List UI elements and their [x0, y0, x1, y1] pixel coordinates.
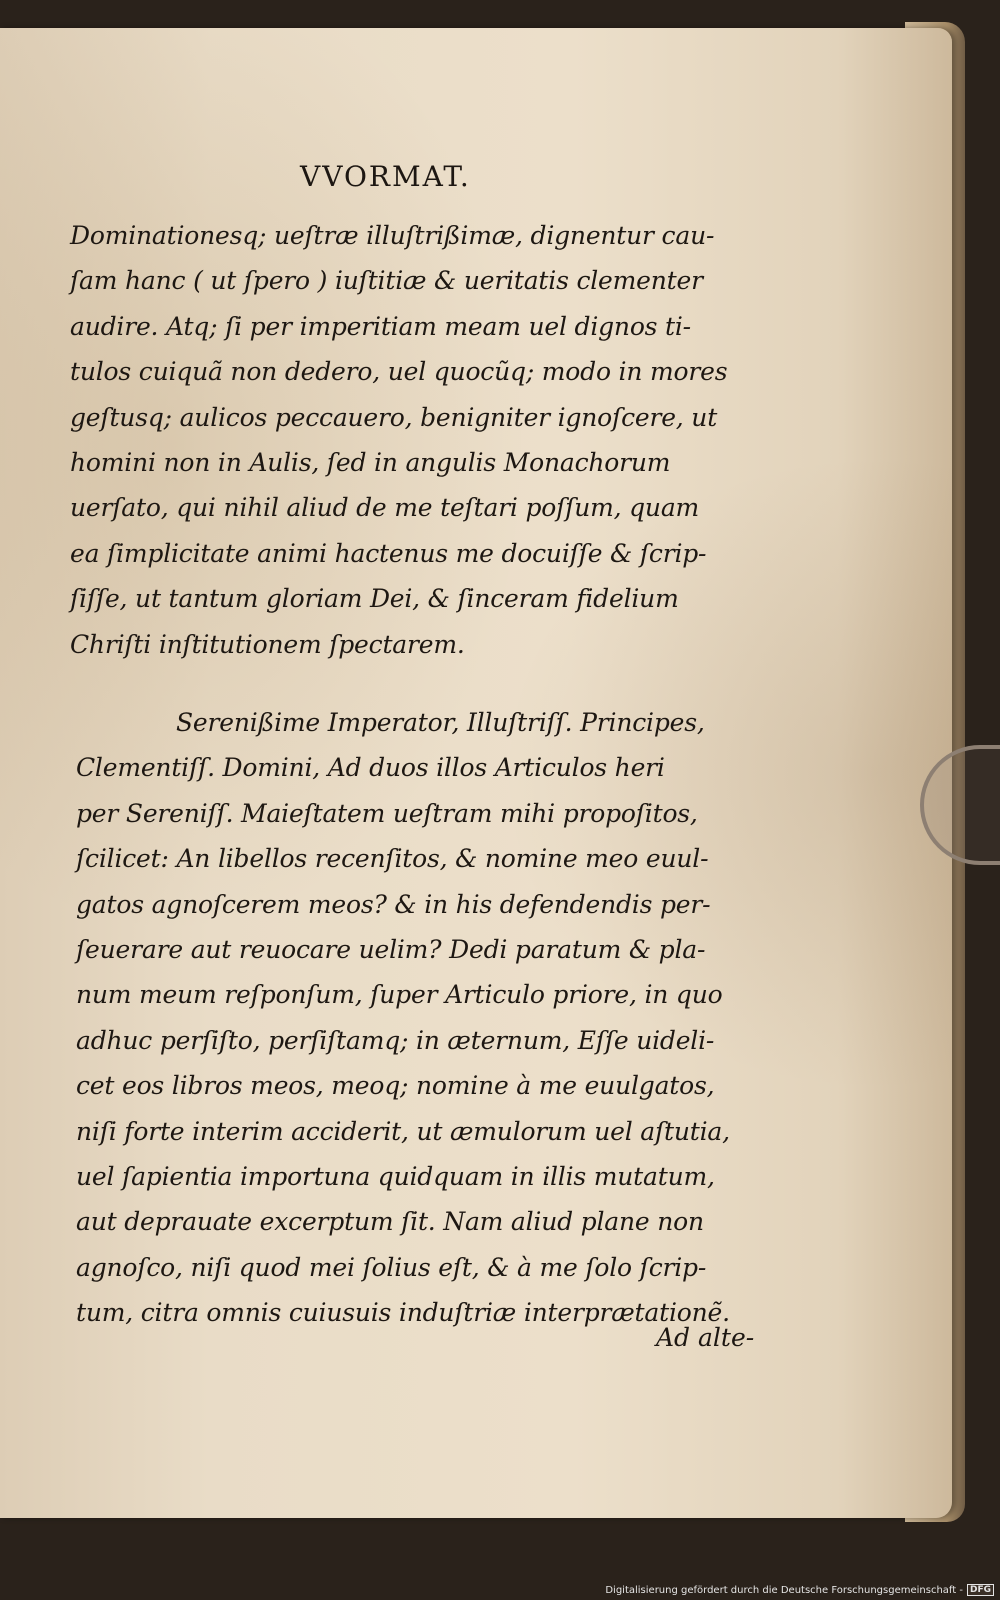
digitization-credit	[605, 1584, 994, 1596]
text-line: agnoſco, niſi quod mei ſolius eſt, & à me ſolo ſcrip-	[76, 1252, 707, 1282]
catchword: Ad alte-	[656, 1323, 755, 1352]
paragraph-2	[76, 700, 796, 1336]
running-head: VVORMAT.	[300, 160, 471, 193]
text-line: ſeuerare aut reuocare uelim? Dedi paratum & pla-	[76, 935, 706, 965]
text-line: Serenißime Imperator, Illuſtriſſ. Principes,	[176, 708, 705, 737]
text-line: Clementiſſ. Domini, Ad duos illos Articulos heri	[76, 753, 665, 783]
text-line: audire. Atq; ſi per imperitiam meam uel dignos ti-	[70, 311, 691, 341]
text-line: ea ſimplicitate animi hactenus me docuiſſe & ſcrip-	[70, 538, 707, 568]
paragraph-1	[70, 213, 790, 667]
text-line: Dominationesq; ueſtræ illuſtrißimæ, dignentur cau-	[70, 221, 715, 250]
dfg-logo-icon: DFG	[967, 1584, 994, 1596]
text-line: geſtusq; aulicos peccauero, benigniter ignoſcere, ut	[70, 402, 718, 432]
text-line: aut deprauate excerptum ſit. Nam aliud plane non	[76, 1207, 704, 1237]
text-line: adhuc perſiſto, perſiſtamq; in æternum, Eſſe uideli-	[76, 1025, 715, 1055]
text-line: ſiſſe, ut tantum gloriam Dei, & ſinceram fidelium	[70, 584, 679, 614]
book-page	[0, 28, 952, 1518]
text-line: ſam hanc ( ut ſpero ) iuſtitiæ & ueritatis clementer	[70, 266, 703, 296]
text-line: niſi forte interim acciderit, ut æmulorum uel aſtutia,	[76, 1116, 730, 1146]
text-line: homini non in Aulis, ſed in angulis Monachorum	[70, 448, 671, 478]
text-line: cet eos libros meos, meoq; nomine à me euulgatos,	[76, 1071, 715, 1101]
text-line: uel ſapientia importuna quidquam in illis mutatum,	[76, 1162, 715, 1192]
text-line: per Sereniſſ. Maieſtatem ueſtram mihi propoſitos,	[76, 798, 698, 828]
text-line: tum, citra omnis cuiusuis induſtriæ interprætationẽ.	[76, 1298, 730, 1328]
text-line: tulos cuiquã non dedero, uel quocũq; modo in mores	[70, 357, 728, 387]
text-line: uerſato, qui nihil aliud de me teſtari poſſum, quam	[70, 493, 700, 523]
text-line: Chriſti inſtitutionem ſpectarem.	[70, 629, 465, 659]
text-line: num meum reſponſum, ſuper Articulo priore, in quo	[76, 980, 723, 1010]
text-line: ſcilicet: An libellos recenſitos, & nomine meo euul-	[76, 844, 709, 874]
text-line: gatos agnoſcerem meos? & in his defendendis per-	[76, 889, 711, 919]
credit-text: Digitalisierung gefördert durch die Deutsche Forschungsgemeinschaft -	[605, 1584, 963, 1596]
